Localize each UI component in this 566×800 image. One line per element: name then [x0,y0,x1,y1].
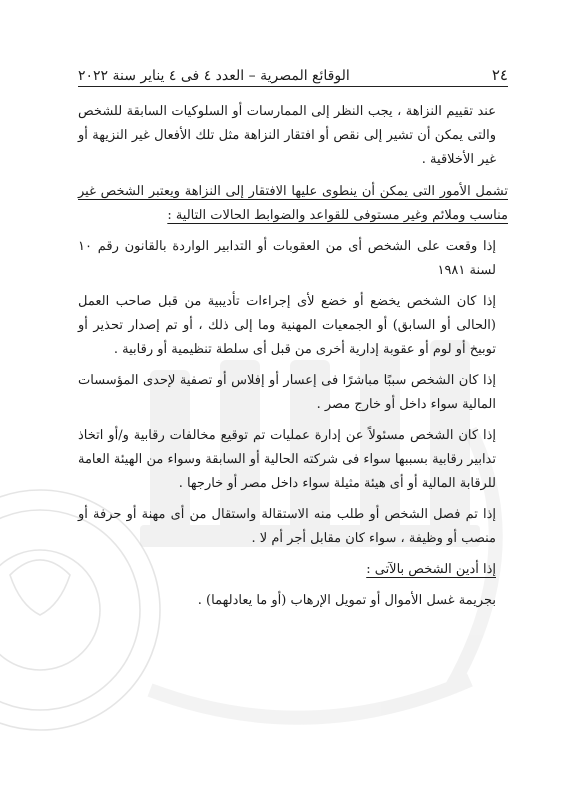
subheading-text: إذا أدين الشخص بالآتى : [366,562,496,577]
list-item: إذا كان الشخص يخضع أو خضع لأى إجراءات تأديبية من قبل صاحب العمل (الحالى أو السابق) أو الجمعيات المهنية وما إلى ذلك ، أو تم إصدار تحذير أو توبيخ أو لوم أو عقوبة إدارية أخرى من قبل أى سلطة تنظيمية أو رقابية . [78,294,496,357]
header-rule [78,86,508,87]
list-item: إذا تم فصل الشخص أو طلب منه الاستقالة واستقال من أى مهنة أو حرفة أو منصب أو وظيفة ، سواء كان مقابل أجر أم لا . [78,507,496,546]
subheading [78,558,508,582]
page-number: ٢٤ [491,66,508,84]
publication-title: الوقائع المصرية – العدد ٤ فى ٤ يناير سنة ٢٠٢٢ [78,68,350,84]
list-item: بجريمة غسل الأموال أو تمويل الإرهاب (أو ما يعادلهما) . [197,593,496,608]
list-item: إذا كان الشخص مسئولاً عن إدارة عمليات تم توقيع مخالفات رقابية و/أو اتخاذ تدابير رقابية بسببها سواء فى شركته الحالية أو السابقة وسواء من الهيئة العامة للرقابة المالية أو أى هيئة مثيلة سواء داخل مصر أو خارجها . [78,428,496,491]
document-page [78,58,508,778]
page-header [78,58,508,84]
paragraph-underlined: تشمل الأمور التى يمكن أن ينطوى عليها الافتقار إلى النزاهة ويعتبر الشخص غير مناسب وملائم وغير مستوفى للقواعد والضوابط الحالات التالية : [78,184,508,223]
list-item: إذا وقعت على الشخص أى من العقوبات أو التدابير الواردة بالقانون رقم ١٠ لسنة ١٩٨١ [78,239,496,278]
list-item: إذا كان الشخص سببًا مباشرًا فى إعسار أو إفلاس أو تصفية لإحدى المؤسسات المالية سواء داخل أو خارج مصر . [78,373,496,412]
paragraph: عند تقييم النزاهة ، يجب النظر إلى الممارسات أو السلوكيات السابقة للشخص والتى يمكن أن تشير إلى نقص أو افتقار النزاهة مثل تلك الأفعال غير النزيهة أو غير الأخلاقية . [78,104,496,167]
document-body [78,100,508,620]
